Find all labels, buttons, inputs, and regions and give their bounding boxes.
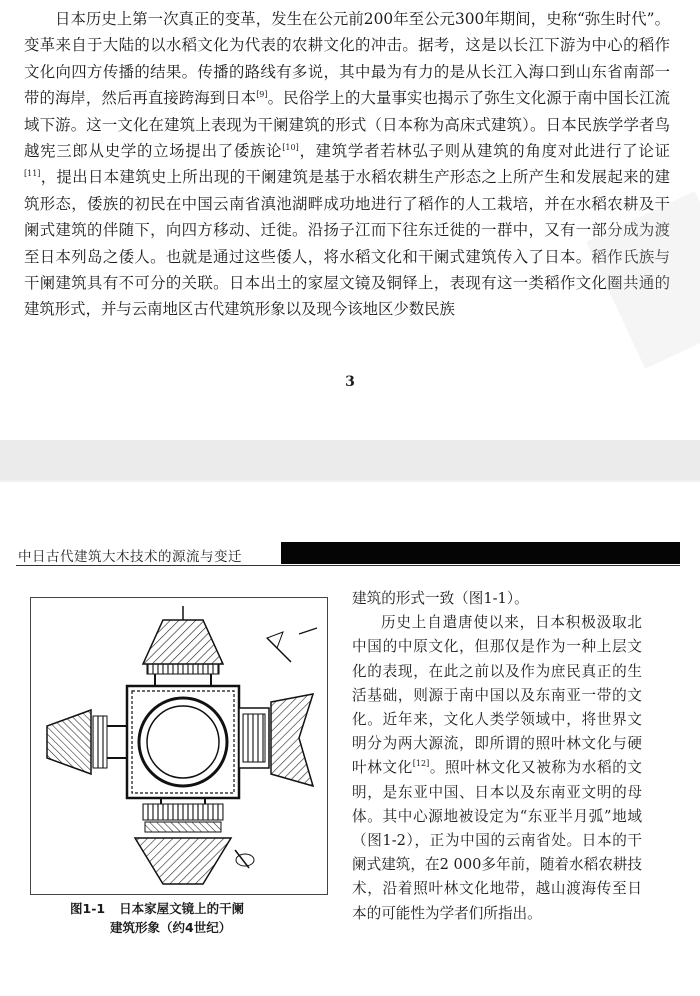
paragraph: [24, 6, 670, 323]
footnote-ref[interactable]: [10]: [282, 142, 299, 152]
text-run: 日本历史上第一次真正的变革，发生在公元前200年至公元300年期间，史称“弥生时代”。变革来自于大陆的以水稻文化为代表的农耕文化的冲击。据考，这是以长江下游为中心的稻作文化向四方传播的结果。传播的路线有多说，其中最为有力的是从长江入海口到山东省南部一带的海岸，然后再直接跨海到日本: [24, 10, 670, 108]
paragraph: [352, 611, 642, 926]
mirror-drawing: [31, 598, 327, 894]
right-column-text: [352, 587, 642, 926]
text-run: 。照叶林文化又被称为水稻的文明，是东亚中国、日本以及东南亚文明的母体。其中心源地被设定为“东亚半月弧”地域（图1-2），正为中国的云南省处。日本的干阑式建筑，在2 000多年前，随着水稻农耕技术，沿着照叶林文化地带，越山渡海传至日本的可能性为学者们所指出。: [352, 759, 642, 922]
book-title: 中日古代建筑大木技术的源流与变迁: [18, 549, 242, 565]
page-upper: [0, 0, 700, 440]
footnote-ref[interactable]: [11]: [24, 169, 41, 179]
text-run: 。民俗学上的大量事实也揭示了弥生文化源于南中国长江流域下游。这一文化在建筑上表现为干阑建筑的形式（日本称为高床式建筑）。日本民族学学者鸟越宪三郎从史学的立场提出了倭族论: [24, 89, 670, 161]
text-run: ，提出日本建筑史上所出现的干阑建筑是基于水稻农耕生产形态之上所产生和发展起来的建筑形态，倭族的初民在中国云南省滇池湖畔成功地进行了稻作的人工栽培，并在水稻农耕及干阑式建筑的伴随下，向四方移动、迁徙。沿扬子江而下往东迁徙的一群中，又有一部分成为渡至日本列岛之倭人。也就是通过这些倭人，将水稻文化和干阑式建筑传入了日本。稻作氏族与干阑建筑具有不可分的关联。日本出土的家屋文镜及铜铎上，表现有这一类稻作文化圈共通的建筑形式，并与云南地区古代建筑形象以及现今该地区少数民族: [24, 168, 670, 319]
page-gap: [0, 440, 700, 480]
figure-label: 图1-1: [70, 901, 106, 916]
caption-title-1: 日本家屋文镜上的干阑: [119, 901, 245, 916]
page-lower: [0, 482, 700, 996]
page-number: 3: [345, 374, 355, 390]
caption-line-1: [70, 899, 310, 918]
caption-line-2: 建筑形象（约4世纪）: [110, 920, 232, 935]
text-run: 历史上自遣唐使以来，日本积极汲取北中国的中原文化，但那仅是作为一种上层文化的表现，在此之前以及作为庶民真正的生活基础，则源于南中国以及东南亚一带的文化。近年来，文化人类学领域中，将世界文明分为两大源流，即所谓的照叶林文化与硬叶林文化: [352, 614, 642, 777]
running-header: [16, 542, 680, 568]
figure-mirror-illustration: [30, 597, 328, 895]
footnote-ref[interactable]: [12]: [412, 759, 430, 769]
body-text: [24, 6, 670, 323]
header-rule: [16, 565, 680, 566]
text-run: ，建筑学者若林弘子则从建筑的角度对此进行了论证: [298, 142, 670, 161]
footnote-ref[interactable]: [9]: [256, 90, 268, 100]
header-bar: [281, 542, 680, 564]
figure-caption: [70, 899, 310, 937]
paragraph-continuation: 建筑的形式一致（图1-1）。: [352, 590, 529, 607]
